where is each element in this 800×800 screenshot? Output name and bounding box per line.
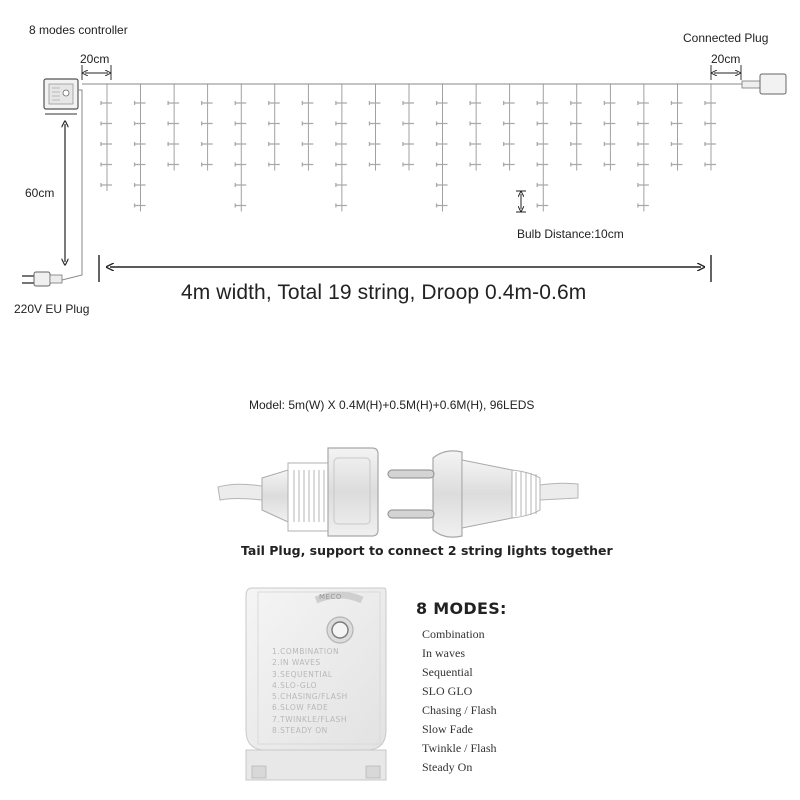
light-string bbox=[504, 84, 515, 171]
bulb bbox=[705, 142, 716, 146]
bulb bbox=[135, 142, 146, 146]
bulb bbox=[571, 142, 582, 146]
controller-printed-mode: 7.TWINKLE/FLASH bbox=[272, 714, 348, 724]
light-string bbox=[671, 84, 682, 171]
bulb bbox=[437, 183, 448, 187]
bulb bbox=[135, 204, 146, 208]
bulb bbox=[537, 142, 548, 146]
light-strings bbox=[101, 84, 716, 212]
bulb bbox=[638, 101, 649, 105]
light-string bbox=[302, 84, 313, 171]
mode-item: Sequential bbox=[422, 665, 473, 679]
bulb bbox=[537, 163, 548, 167]
connected-plug-small-icon bbox=[742, 74, 786, 94]
controller-printed-modes bbox=[272, 646, 348, 736]
bulb bbox=[101, 101, 112, 105]
bulb bbox=[336, 204, 347, 208]
bulb bbox=[168, 163, 179, 167]
light-string bbox=[470, 84, 481, 171]
eu-plug-small-icon bbox=[22, 272, 62, 286]
bulb bbox=[369, 163, 380, 167]
bulb bbox=[369, 101, 380, 105]
bulb bbox=[403, 122, 414, 126]
bulb bbox=[403, 142, 414, 146]
bulb bbox=[202, 122, 213, 126]
mode-item: In waves bbox=[422, 646, 465, 660]
bulb bbox=[235, 142, 246, 146]
bulb bbox=[202, 142, 213, 146]
bulb bbox=[638, 183, 649, 187]
bulb bbox=[537, 122, 548, 126]
bulb bbox=[269, 142, 280, 146]
bulb bbox=[437, 101, 448, 105]
light-string bbox=[135, 84, 146, 212]
bulb bbox=[369, 142, 380, 146]
bulb bbox=[202, 163, 213, 167]
bulb bbox=[135, 101, 146, 105]
controller-small-icon bbox=[44, 79, 78, 109]
bulb bbox=[336, 142, 347, 146]
bulb bbox=[168, 142, 179, 146]
bulb bbox=[269, 122, 280, 126]
bulb bbox=[235, 204, 246, 208]
controller-printed-mode: 3.SEQUENTIAL bbox=[272, 669, 333, 679]
light-string bbox=[101, 84, 112, 191]
mode-item: Combination bbox=[422, 627, 485, 641]
bulb bbox=[101, 163, 112, 167]
controller-printed-mode: 6.SLOW FADE bbox=[272, 703, 329, 713]
right-gap-label: 20cm bbox=[711, 52, 741, 66]
controller-printed-mode: 1.COMBINATION bbox=[272, 647, 340, 656]
bulb bbox=[168, 101, 179, 105]
width-caption: 4m width, Total 19 string, Droop 0.4m-0.6m bbox=[181, 281, 587, 304]
bulb bbox=[302, 163, 313, 167]
bulb bbox=[504, 163, 515, 167]
bulb bbox=[135, 122, 146, 126]
light-string bbox=[638, 84, 649, 212]
bulb bbox=[336, 122, 347, 126]
bulb bbox=[336, 183, 347, 187]
bulb bbox=[168, 122, 179, 126]
bulb bbox=[470, 142, 481, 146]
bulb bbox=[671, 122, 682, 126]
light-string bbox=[269, 84, 280, 171]
bulb bbox=[269, 101, 280, 105]
controller-printed-mode: 2.IN WAVES bbox=[272, 658, 321, 668]
bulb bbox=[235, 183, 246, 187]
bulb bbox=[604, 101, 615, 105]
bulb bbox=[302, 101, 313, 105]
bulb bbox=[504, 142, 515, 146]
eu-plug-label: 220V EU Plug bbox=[14, 302, 90, 316]
bulb bbox=[470, 122, 481, 126]
mode-item: Slow Fade bbox=[422, 722, 473, 736]
light-string bbox=[403, 84, 414, 171]
bulb bbox=[604, 163, 615, 167]
bulb bbox=[638, 204, 649, 208]
bulb bbox=[235, 163, 246, 167]
left-gap-label: 20cm bbox=[80, 52, 110, 66]
bulb bbox=[604, 142, 615, 146]
bulb bbox=[302, 142, 313, 146]
mode-item: Steady On bbox=[422, 760, 473, 774]
bulb bbox=[269, 163, 280, 167]
bulb bbox=[437, 142, 448, 146]
bulb bbox=[403, 101, 414, 105]
bulb bbox=[705, 163, 716, 167]
bulb bbox=[336, 163, 347, 167]
bulb bbox=[235, 101, 246, 105]
light-string bbox=[705, 84, 716, 171]
bulb bbox=[705, 122, 716, 126]
bulb bbox=[571, 122, 582, 126]
bulb bbox=[369, 122, 380, 126]
bulb bbox=[403, 163, 414, 167]
light-string bbox=[202, 84, 213, 171]
modes-title: 8 MODES: bbox=[416, 599, 507, 618]
bulb bbox=[135, 183, 146, 187]
bulb bbox=[235, 122, 246, 126]
bulb bbox=[504, 101, 515, 105]
light-string bbox=[437, 84, 448, 212]
light-string bbox=[369, 84, 380, 171]
bulb bbox=[638, 163, 649, 167]
bulb-distance-label: Bulb Distance:10cm bbox=[517, 227, 624, 241]
bulb bbox=[537, 204, 548, 208]
bulb bbox=[571, 163, 582, 167]
light-string bbox=[571, 84, 582, 171]
bulb bbox=[671, 163, 682, 167]
light-string bbox=[604, 84, 615, 171]
controller-label: 8 modes controller bbox=[29, 23, 128, 37]
bulb bbox=[437, 122, 448, 126]
mode-item: SLO GLO bbox=[422, 684, 473, 698]
controller-printed-mode: 8.STEADY ON bbox=[272, 726, 328, 736]
bulb bbox=[537, 183, 548, 187]
tail-plug-illustration bbox=[218, 448, 578, 537]
light-string bbox=[168, 84, 179, 171]
tail-plug-caption: Tail Plug, support to connect 2 string lights together bbox=[241, 543, 613, 558]
controller-printed-mode: 5.CHASING/FLASH bbox=[272, 692, 348, 702]
bulb bbox=[638, 122, 649, 126]
controller-brand: MECO bbox=[319, 593, 342, 601]
bulb bbox=[302, 122, 313, 126]
light-string bbox=[235, 84, 246, 212]
bulb bbox=[671, 101, 682, 105]
bulb bbox=[470, 163, 481, 167]
bulb bbox=[336, 101, 347, 105]
bulb bbox=[437, 163, 448, 167]
light-string bbox=[336, 84, 347, 212]
bulb bbox=[671, 142, 682, 146]
bulb-distance-marker bbox=[516, 191, 526, 212]
lead-length-label: 60cm bbox=[25, 186, 55, 200]
model-label: Model: 5m(W) X 0.4M(H)+0.5M(H)+0.6M(H), 96LEDS bbox=[249, 398, 535, 412]
bulb bbox=[202, 101, 213, 105]
bulb bbox=[101, 142, 112, 146]
bulb bbox=[101, 183, 112, 187]
bulb bbox=[504, 122, 515, 126]
bulb bbox=[101, 122, 112, 126]
bulb bbox=[437, 204, 448, 208]
bulb bbox=[571, 101, 582, 105]
mode-item: Twinkle / Flash bbox=[422, 741, 497, 755]
mode-item: Chasing / Flash bbox=[422, 703, 497, 717]
controller-printed-mode: 4.SLO-GLO bbox=[272, 680, 318, 690]
light-string bbox=[537, 84, 548, 212]
bulb bbox=[135, 163, 146, 167]
bulb bbox=[705, 101, 716, 105]
connected-plug-label: Connected Plug bbox=[683, 31, 769, 45]
bulb bbox=[638, 142, 649, 146]
bulb bbox=[470, 101, 481, 105]
modes-list bbox=[422, 625, 497, 777]
bulb bbox=[604, 122, 615, 126]
bulb bbox=[537, 101, 548, 105]
